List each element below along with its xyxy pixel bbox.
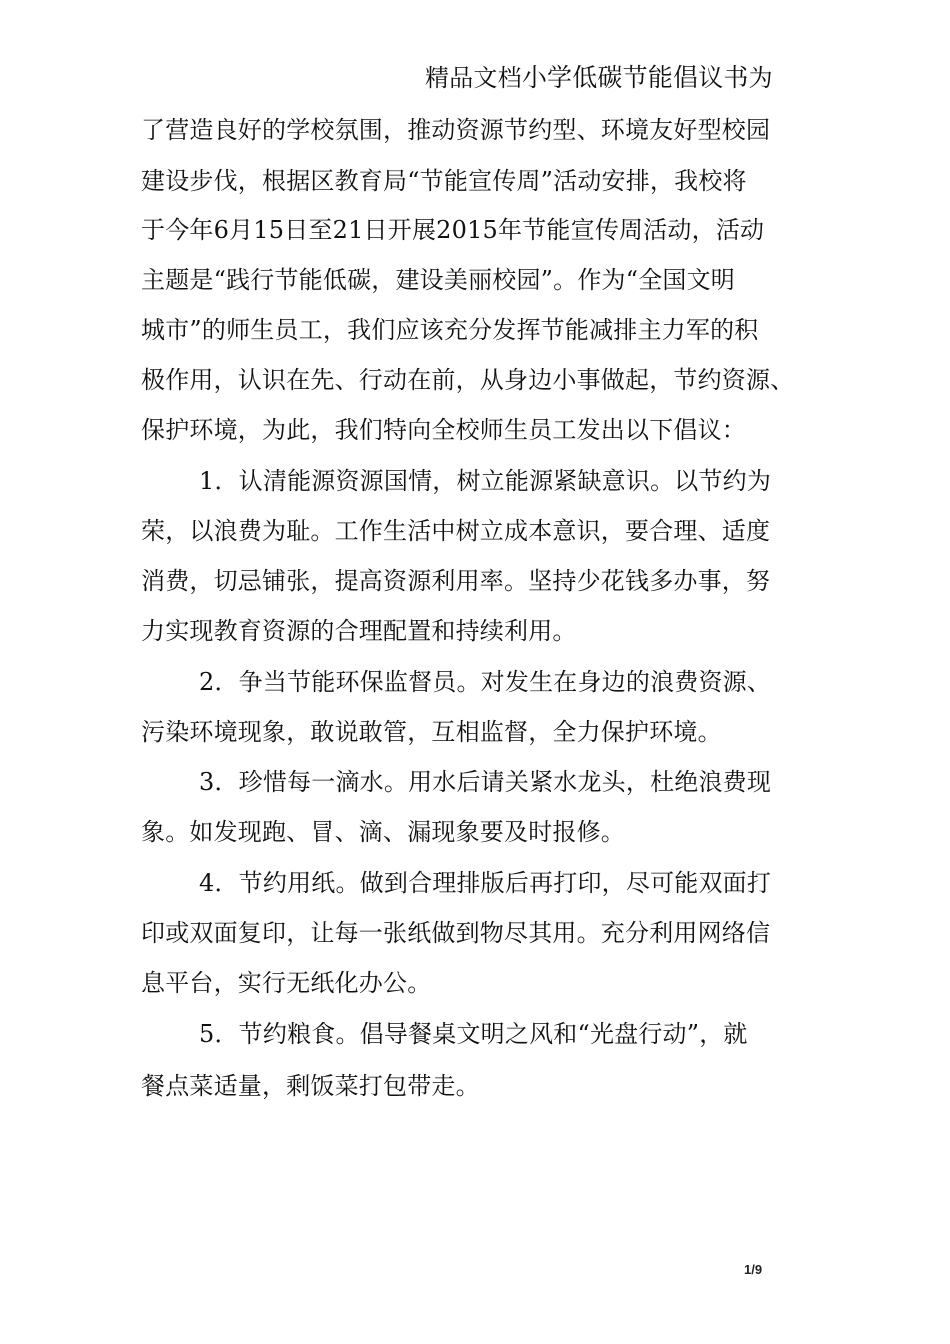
body-line: 消费，切忌铺张，提高资源利用率。坚持少花钱多办事，努 xyxy=(141,567,771,595)
body-line: 城市”的师生员工，我们应该充分发挥节能减排主力军的积 xyxy=(141,316,759,344)
header-trail: 为 xyxy=(748,64,773,92)
body-line: 印或双面复印，让每一张纸做到物尽其用。充分利用网络信 xyxy=(141,919,771,947)
body-line: 餐点菜适量，剩饭菜打包带走。 xyxy=(141,1072,480,1100)
proposal-item-4: 4．节约用纸。做到合理排版后再打印，尽可能双面打 xyxy=(199,869,772,897)
body-line: 力实现教育资源的合理配置和持续利用。 xyxy=(141,617,577,645)
proposal-item-3: 3．珍惜每一滴水。用水后请关紧水龙头，杜绝浪费现 xyxy=(199,768,772,796)
proposal-item-1: 1．认清能源资源国情，树立能源紧缺意识。以节约为 xyxy=(199,467,772,495)
proposal-item-5: 5．节约粮食。倡导餐桌文明之风和“光盘行动”，就 xyxy=(199,1020,748,1048)
proposal-item-2: 2．争当节能环保监督员。对发生在身边的浪费资源、 xyxy=(199,668,772,696)
body-line: 建设步伐，根据区教育局“节能宣传周”活动安排，我校将 xyxy=(141,167,747,195)
body-line: 息平台，实行无纸化办公。 xyxy=(141,969,432,997)
page-number: 1/9 xyxy=(744,1262,763,1277)
body-line: 极作用，认识在先、行动在前，从身边小事做起，节约资源、 xyxy=(141,366,795,394)
document-title: 小学低碳节能倡议书 xyxy=(521,63,749,92)
body-line: 保护环境，为此，我们特向全校师生员工发出以下倡议： xyxy=(141,416,746,444)
body-line: 象。如发现跑、冒、滴、漏现象要及时报修。 xyxy=(141,818,625,846)
header-line xyxy=(425,63,773,93)
body-line: 污染环境现象，敢说敢管，互相监督，全力保护环境。 xyxy=(141,718,722,746)
header-prefix: 精品文档 xyxy=(425,64,522,92)
body-line: 主题是“践行节能低碳，建设美丽校园”。作为“全国文明 xyxy=(141,266,736,294)
body-line: 了营造良好的学校氛围，推动资源节约型、环境友好型校园 xyxy=(141,116,771,144)
body-line: 于今年6月15日至21日开展2015年节能宣传周活动，活动 xyxy=(141,216,765,244)
body-line: 荣，以浪费为耻。工作生活中树立成本意识，要合理、适度 xyxy=(141,517,771,545)
